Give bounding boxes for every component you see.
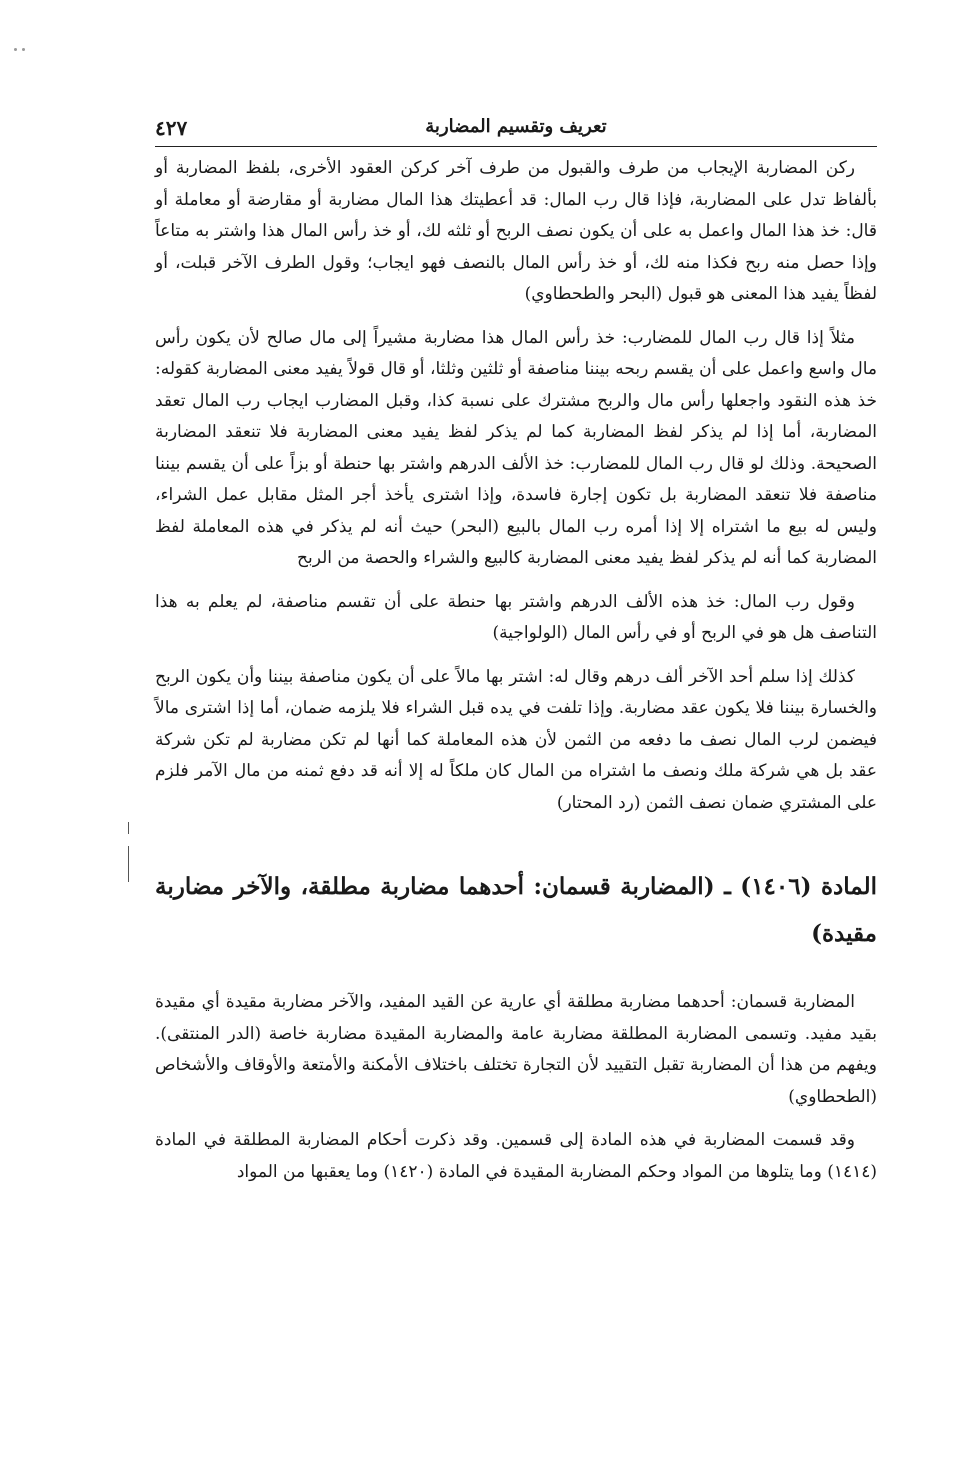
scan-speck — [22, 48, 25, 51]
page-number: ٤٢٧ — [155, 116, 188, 140]
margin-mark — [128, 822, 129, 834]
page-header — [155, 112, 877, 147]
paragraph: ركن المضاربة الإيجاب من طرف والقبول من طرف آخر كركن العقود الأخرى، بلفظ المضاربة أو بألفاظ تدل على المضاربة، فإذا قال رب المال: قد أعطيتك هذا المال مضاربة أو مقارضة أو معاملة أو قال: خذ هذا المال واعمل به على أن يكون نصف الربح أو ثلثه لك، أو خذ رأس المال هذا واشتر به متاعاً وإذا حصل منه ربح فكذا منه لك، أو خذ رأس المال بالنصف فهو ايجاب؛ وقول الطرف الآخر قبلت، أو لفظاً يفيد هذا المعنى هو قبول (البحر والطحطاوي) — [155, 158, 877, 304]
document-page — [155, 112, 877, 1188]
paragraph: المضاربة قسمان: أحدهما مضاربة مطلقة أي عارية عن القيد المفيد، والآخر مضاربة مقيدة أي مقيدة بقيد مفيد. وتسمى المضاربة المطلقة مضاربة عامة والمضاربة المقيدة مضاربة خاصة (الدر المنتقى). ويفهم من هذا أن المضاربة تقبل التقييد لأن التجارة تختلف باختلاف الأمكنة والأمتعة والأوقاف والأشخاص (الطحطاوي) — [155, 992, 877, 1107]
paragraph: وقول رب المال: خذ هذه الألف الدرهم واشتر بها حنطة على أن تقسم مناصفة، لم يعلم به هذا التناصف هل هو في الربح أو في رأس المال (الولواجية) — [155, 591, 877, 643]
article-heading: المادة (١٤٠٦) ـ (المضاربة قسمان: أحدهما مضاربة مطلقة، والآخر مضاربة مقيدة) — [155, 873, 877, 947]
paragraph: وقد قسمت المضاربة في هذه المادة إلى قسمين. وقد ذكرت أحكام المضاربة المطلقة في المادة (١٤١٤) وما يتلوها من المواد وحكم المضاربة المقيدة في المادة (١٤٢٠) وما يعقبها من المواد — [155, 1130, 877, 1182]
scan-speck — [14, 48, 17, 51]
running-title: تعريف وتقسيم المضاربة — [425, 116, 607, 137]
paragraph: كذلك إذا سلم أحد الآخر ألف درهم وقال له: اشتر بها مالاً على أن يكون مناصفة بيننا وأن يكون الربح والخسارة بيننا فلا يكون عقد مضاربة. وإذا تلفت في يده قبل الشراء فلا يلزمه ضمان، أما إذا اشترى مالاً فيضمن لرب المال نصف ما دفعه من الثمن لأن هذه المعاملة كما أنها لم تكن مضاربة لم تكن شركة عقد بل هي شركة ملك ونصف ما اشتراه من المال كان ملكاً له إلا أنه قد دفع ثمنه من مال الآمر فلزم على المشتري ضمان نصف الثمن (رد المحتار) — [155, 666, 878, 813]
margin-mark — [128, 846, 129, 882]
paragraph: مثلاً إذا قال رب المال للمضارب: خذ رأس المال هذا مضاربة مشيراً إلى مال صالح لأن يكون رأس مال واسع واعمل على أن يقسم ربحه بيننا مناصفة أو ثلثين وثلثا، أو قال قولاً يفيد معنى المضاربة كقوله: خذ هذه النقود واجعلها رأس مال والربح مشترك على نسبة كذا، وقبل المضارب ايجاب رب المال تعقد المضاربة، أما إذا لم يذكر لفظ المضاربة كما لم يذكر لفظ يفيد معنى المضاربة فلا تنعقد المضاربة الصحيحة. وذلك لو قال رب المال للمضارب: خذ الألف الدرهم واشتر بها حنطة أو بزاً على أن يقسم بيننا مناصفة فلا تنعقد المضاربة بل تكون إجارة فاسدة، وإذا اشترى يأخذ أجر المثل مقابل عمل الشراء، وليس له بيع ما اشتراه إلا إذا أمره رب المال بالبيع (البحر) حيث أنه لم يذكر في هذه المعاملة لفظ المضاربة كما أنه لم يذكر لفظ يفيد معنى المضاربة كالبيع والشراء والحصة من الربح — [155, 327, 877, 568]
